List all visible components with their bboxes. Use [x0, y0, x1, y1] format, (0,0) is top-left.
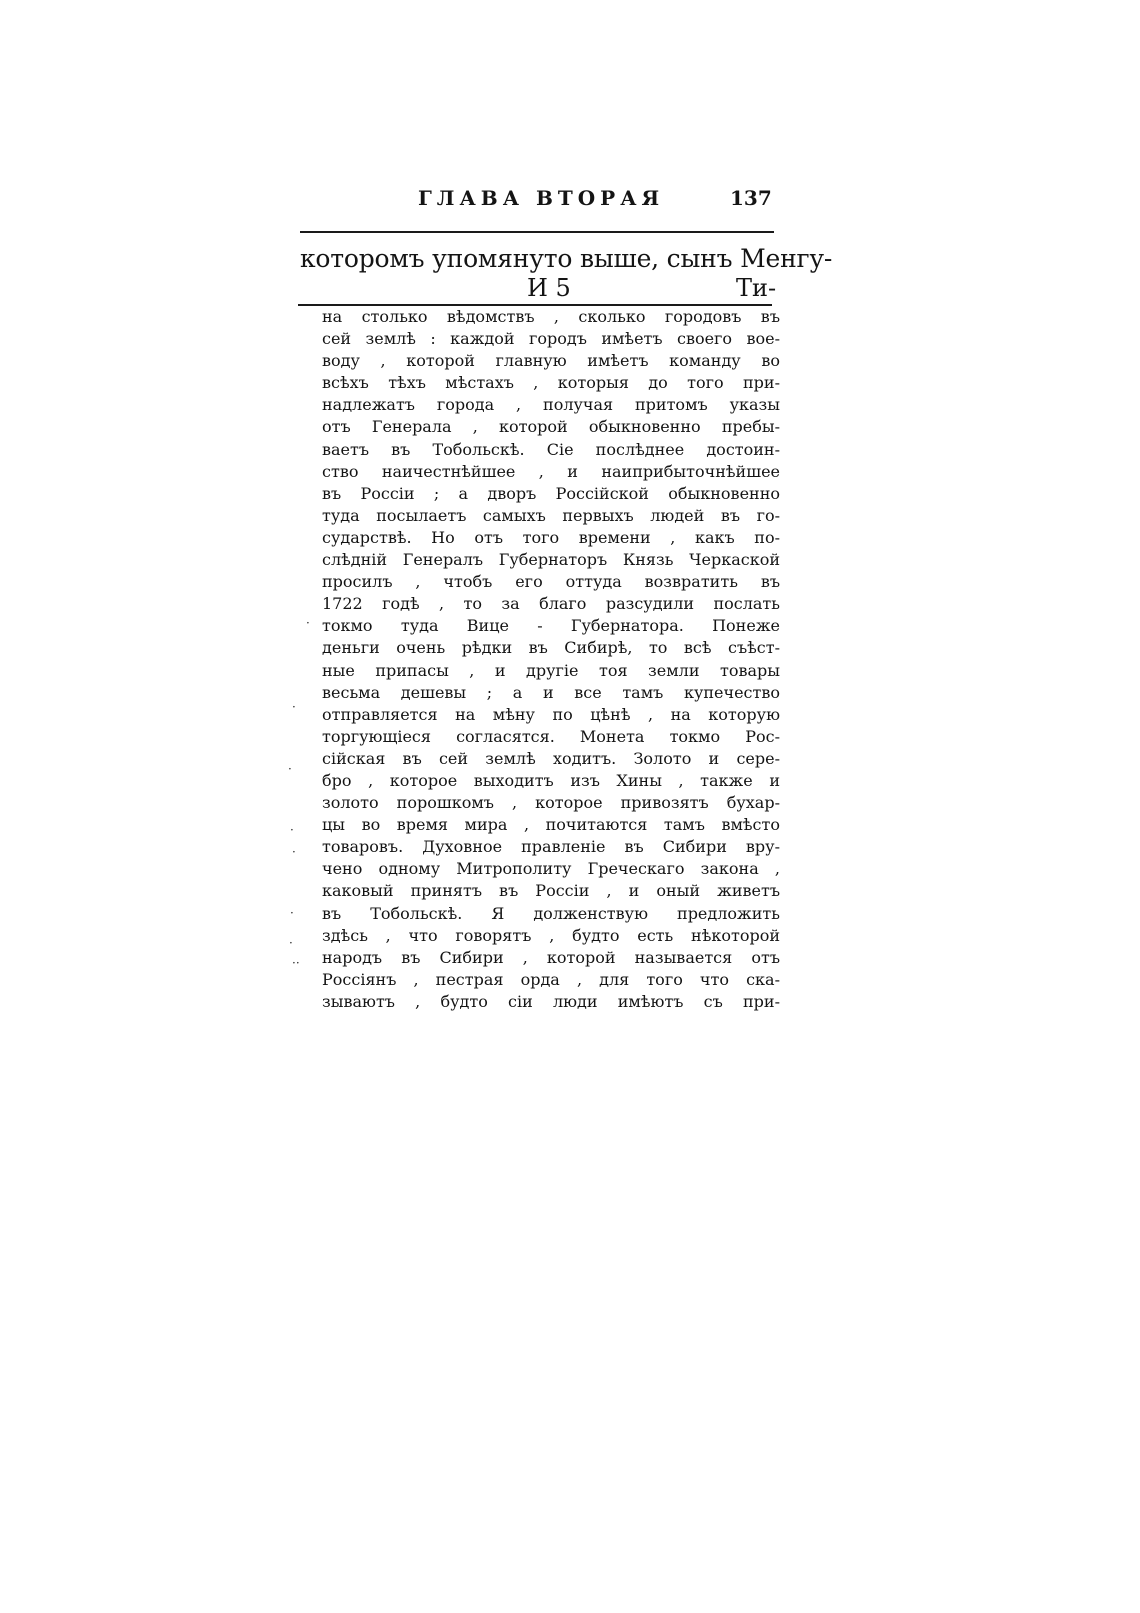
text-line: бро , которое выходитъ изъ Хины , также и — [322, 770, 780, 790]
text-line: зываютъ , будто сіи люди имѣютъ съ при- — [322, 991, 780, 1011]
catchword: Ти- — [736, 274, 777, 302]
text-line: золото порошкомъ , которое привозятъ бухар- — [322, 793, 780, 813]
margin-speck: · — [292, 700, 296, 714]
text-line: здѣсь , что говорятъ , будто есть нѣкоторой — [322, 925, 780, 945]
text-line: каковый принятъ въ Россіи , и оный живетъ — [322, 881, 780, 901]
text-line: въ Тобольскѣ. Я долженствую предложить — [322, 903, 780, 923]
text-line: весьма дешевы ; а и все тамъ купечество — [322, 682, 780, 702]
text-line: въ Россіи ; а дворъ Россійской обыкновенно — [322, 483, 780, 503]
text-line: товаровъ. Духовное правленіе въ Сибири вру- — [322, 837, 780, 857]
text-line: на столько вѣдомствъ , сколько городовъ въ — [322, 307, 780, 326]
margin-speck: · — [289, 936, 293, 950]
text-line: ство наичестнѣйшее , и наиприбыточнѣйшее — [322, 461, 780, 481]
text-line: сударствѣ. Но отъ того времени , какъ по- — [322, 527, 780, 547]
text-line: просилъ , чтобъ его оттуда возвратить въ — [322, 572, 780, 592]
header-rule — [300, 231, 774, 233]
text-line: слѣдній Генералъ Губернаторъ Князь Черкаской — [322, 550, 780, 570]
text-line: надлежатъ города , получая притомъ указы — [322, 395, 780, 415]
text-line: всѣхъ тѣхъ мѣстахъ , которыя до того при- — [322, 373, 780, 393]
text-line: туда посылаетъ самыхъ первыхъ людей въ го- — [322, 505, 780, 525]
body-text — [322, 306, 780, 1013]
text-line: ные припасы , и другіе тоя земли товары — [322, 660, 780, 680]
text-line: чено одному Митрополиту Греческаго закона , — [322, 859, 780, 879]
margin-speck: · — [292, 845, 296, 859]
margin-speck: · — [288, 762, 292, 776]
text-line: Россіянъ , пестрая орда , для того что ска- — [322, 969, 780, 989]
text-line: отъ Генерала , которой обыкновенно пребы- — [322, 417, 780, 437]
text-line: цы во время мира , почитаются тамъ вмѣсто — [322, 815, 780, 835]
text-line: отправляется на мѣну по цѣнѣ , на которую — [322, 704, 780, 724]
page-number: 137 — [730, 186, 772, 210]
margin-speck: · — [290, 906, 294, 920]
text-line: сійская въ сей землѣ ходитъ. Золото и сере- — [322, 748, 780, 768]
text-line: токмо туда Вице - Губернатора. Понеже — [322, 616, 780, 636]
text-line: сей землѣ : каждой городъ имѣетъ своего вое- — [322, 329, 780, 349]
signature-mark: И 5 — [527, 274, 571, 302]
margin-speck: · — [290, 823, 294, 837]
text-line: воду , которой главную имѣетъ команду во — [322, 351, 780, 371]
text-line: 1722 годѣ , то за благо разсудили послать — [322, 594, 780, 614]
text-line: деньги очень рѣдки въ Сибирѣ, то всѣ съѣст- — [322, 638, 780, 658]
margin-speck: ·· — [292, 956, 300, 970]
margin-speck: · — [306, 616, 310, 630]
running-title: ГЛАВА ВТОРАЯ — [418, 186, 665, 210]
text-line: ваетъ въ Тобольскѣ. Сіе послѣднее достоин- — [322, 439, 780, 459]
text-line: торгующіеся согласятся. Монета токмо Рос- — [322, 726, 780, 746]
text-line: народъ въ Сибири , которой называется отъ — [322, 947, 780, 967]
inset-text-line: которомъ упомянуто выше, сынъ Менгу- — [300, 244, 833, 273]
